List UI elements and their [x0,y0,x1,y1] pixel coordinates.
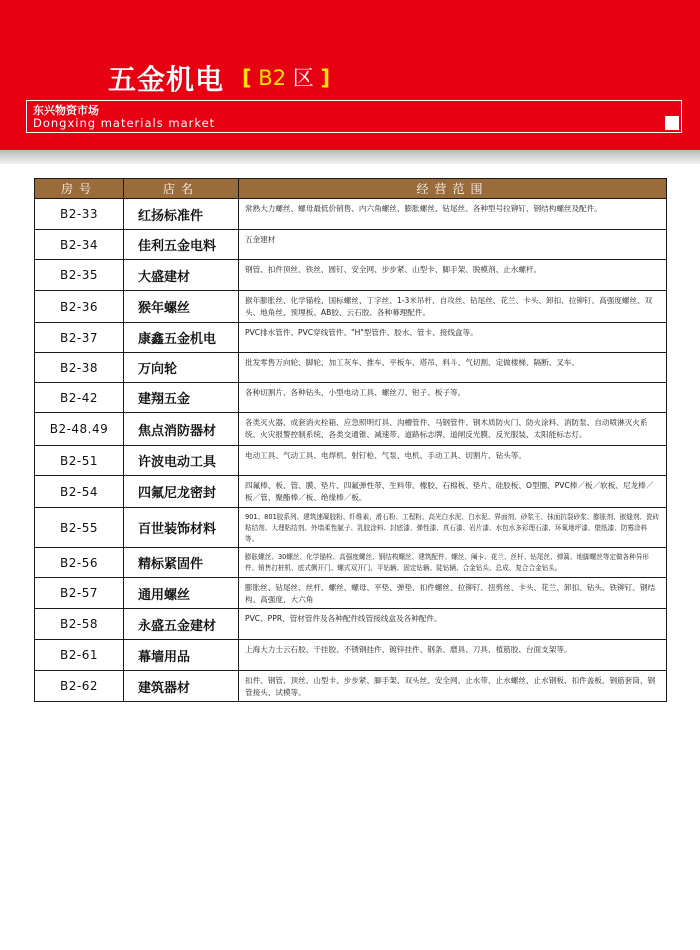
market-banner [26,100,682,133]
business-scope: 电动工具、气动工具、电焊机、射钉枪、气泵、电机、手动工具、切割片、钻头等。 [239,446,667,476]
business-scope: 批发零售万向轮、脚轮、加工灰车、推车、平板车、塔吊、料斗、气切割、定做楼梯、隔断、叉车。 [239,353,667,383]
shop-name: 四氟尼龙密封 [124,476,239,508]
room-number: B2-33 [35,199,124,230]
business-scope: 钢管、扣件顶丝、铁丝、圆钉、安全网、步步紧、山型卡、脚手架、脱模剂、止水螺杆。 [239,260,667,291]
room-number: B2-48.49 [35,413,124,446]
shop-name: 建筑器材 [124,671,239,702]
shop-directory-table [34,178,667,702]
business-scope: 膨胀螺丝、30螺丝、化学锚栓、高强度螺丝、钢结构螺丝、建筑配件、螺丝、阉卡、花兰、丝杆、钻尾丝、弹簧、地脚螺丝等定做各种异形件、销售打桩机、底式侧开门、螺式双开门、平钻辆、固定钻辆、陡钻辆、合金钻头、总成、复合合金钻头。 [239,548,667,578]
banner-square-decoration [665,116,679,130]
shop-name: 永盛五金建材 [124,609,239,640]
table-row [35,383,667,413]
table-row [35,640,667,671]
market-name-cn: 东兴物资市场 [33,104,99,117]
room-number: B2-37 [35,323,124,353]
shop-name: 猴年螺丝 [124,291,239,323]
table-header-row [35,179,667,199]
shop-name: 精标紧固件 [124,548,239,578]
page-title: 五金机电 [108,63,225,96]
shop-name: 许波电动工具 [124,446,239,476]
room-number: B2-36 [35,291,124,323]
room-number: B2-54 [35,476,124,508]
room-number: B2-38 [35,353,124,383]
column-header-shop: 店名 [124,179,239,199]
shop-name: 红扬标准件 [124,199,239,230]
table-row [35,353,667,383]
zone-label [242,62,330,92]
table-row [35,609,667,640]
header-shadow [0,150,700,164]
business-scope: 膨胀丝、钻尾丝、丝杆、螺丝、螺母、平垫、弹垫、扣件螺丝、拉铆钉、扭剪丝、卡头、花兰、卸扣、钻头、铁铆钉、钢结构、高强度、大六角 [239,578,667,609]
table-row [35,578,667,609]
room-number: B2-34 [35,230,124,260]
room-number: B2-35 [35,260,124,291]
business-scope: 上海大力士云石胶、干挂胶、不锈钢挂件、镀锌挂件、钢条、磨具、刀具、植筋胶、台面支架等。 [239,640,667,671]
table-row [35,508,667,548]
market-name-en: Dongxing materials market [33,116,216,130]
table-row [35,413,667,446]
table-row [35,323,667,353]
table-row [35,199,667,230]
room-number: B2-57 [35,578,124,609]
header-banner [0,0,700,150]
business-scope: 扣件、钢管、顶丝、山型卡、步步紧、脚手架、双头丝、安全网、止水带、止水螺丝、止水钢板、扣件盖板、钢筋套筒、钢管接头、试模等。 [239,671,667,702]
room-number: B2-62 [35,671,124,702]
table-row [35,548,667,578]
column-header-scope: 经营范围 [239,179,667,199]
room-number: B2-42 [35,383,124,413]
shop-name: 通用螺丝 [124,578,239,609]
business-scope: 901、801胶系列、建筑速凝胶粉、纤维素、滑石粉、工程粉、高光白水泥、白水泥、界面剂、砂浆王、抹面抗裂砂浆、膨胀剂、嵌缝剂、瓷砖粘结剂、大理粘结剂、外墙柔性腻子、乳胶涂料、封底漆、弹性漆、真石漆、岩片漆、水包水多彩理石漆、环氧地坪漆、壁纸漆、防霉涂料等。 [239,508,667,548]
business-scope: PVC、PPR、管材管件及各种配件线管接线盒及各种配件。 [239,609,667,640]
room-number: B2-56 [35,548,124,578]
shop-name: 康鑫五金机电 [124,323,239,353]
business-scope: 各种切割片、各种钻头、小型电动工具、螺丝刀、钳子、板子等。 [239,383,667,413]
zone-bracket-close: ] [320,66,331,90]
zone-code: B2 [258,66,287,90]
business-scope: PVC排水管件、PVC穿线管件、"H"型管件、胶水、管卡、接线盒等。 [239,323,667,353]
room-number: B2-58 [35,609,124,640]
shop-name: 百世装饰材料 [124,508,239,548]
table-row [35,476,667,508]
table-row [35,230,667,260]
room-number: B2-55 [35,508,124,548]
shop-name: 大盛建材 [124,260,239,291]
column-header-room: 房号 [35,179,124,199]
business-scope: 五金建材 [239,230,667,260]
business-scope: 各类灭火器、成套消火栓箱、应急照明灯具、沟槽管件、马钢管件、钢木质防火门、防火涂料、消防泵、自动喷淋灭火系统、火灾报警控制系统、各类交通锥、减速带、道路标志牌、道闸反光膜、反光服装、太阳能标志灯。 [239,413,667,446]
table-row [35,446,667,476]
table-row [35,671,667,702]
zone-suffix: 区 [292,66,314,90]
business-scope: 四氟棒、板、管、膜、垫片、四氟弹性带、生料带、橡胶、石棉板、垫片、硅胶板、O型圈、PVC棒／板／软板、尼龙棒／板／管、聚酯棒／板、绝缘棒／板。 [239,476,667,508]
table-row [35,260,667,291]
business-scope: 常熟大力螺丝、螺母最低价销售、内六角螺丝、膨胀螺丝、钻尾丝、各种型号拉铆钉、钢结构螺丝及配件。 [239,199,667,230]
shop-name: 建翔五金 [124,383,239,413]
zone-bracket-open: [ [242,66,252,90]
table-row [35,291,667,323]
shop-name: 焦点消防器材 [124,413,239,446]
shop-name: 幕墙用品 [124,640,239,671]
shop-name: 万向轮 [124,353,239,383]
room-number: B2-61 [35,640,124,671]
shop-name: 佳利五金电料 [124,230,239,260]
room-number: B2-51 [35,446,124,476]
business-scope: 猴年膨胀丝、化学锚栓、国标螺丝、丁字丝、1-3米吊杆、自攻丝、钻尾丝、花兰、卡头、卸扣、拉铆钉、高强度螺丝、双头、地角丝、预埋板、AB胶、云石胶、各种幕理配件。 [239,291,667,323]
